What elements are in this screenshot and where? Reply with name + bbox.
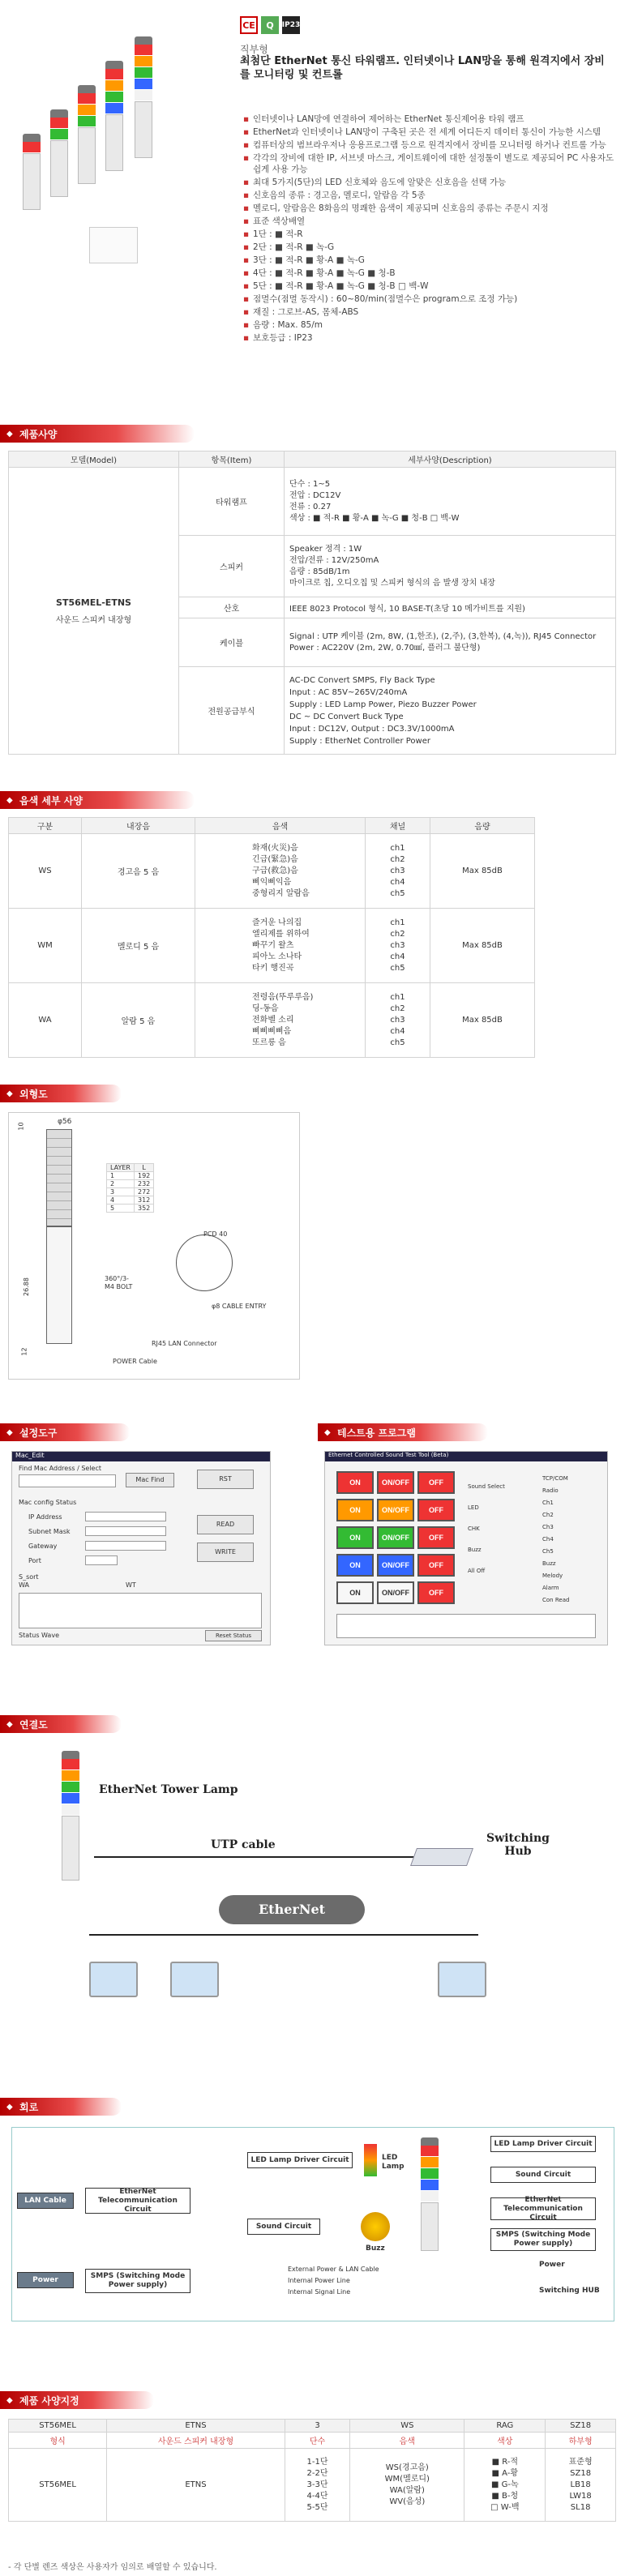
sound-volume: Max 85dB: [430, 983, 535, 1058]
buzzer-icon: [361, 2212, 390, 2241]
order-etns: ETNS: [107, 2449, 285, 2522]
product-image: [8, 16, 227, 211]
port-label: Port: [28, 1557, 41, 1564]
feature-item: ▪ 인터넷이나 LAN망에 연결하여 제어하는 EtherNet 통신제어용 타워 램프: [243, 113, 616, 125]
section-dims: ◆ 외형도: [0, 1085, 122, 1102]
status-label: Status Wave: [19, 1632, 59, 1639]
test-right-label: Radio: [542, 1487, 559, 1494]
sound-channels: ch1 ch2 ch3 ch4 ch5: [366, 909, 430, 983]
test-side-label: LED: [468, 1504, 479, 1511]
order-tones: WS(경고음) WM(멜로디) WA(알람) WV(음성): [350, 2449, 464, 2522]
sound-tones: 즐거운 나의집 엘리제를 위하여 빠꾸기 왈츠 피아노 소나타 타키 행진곡: [195, 909, 366, 983]
base-circle: [176, 1235, 233, 1291]
dim-rj45: RJ45 LAN Connector: [152, 1340, 217, 1347]
r-sound-box: Sound Circuit: [490, 2167, 596, 2183]
layer-cell: 192: [135, 1172, 154, 1180]
test-side-panel: [468, 1476, 516, 1590]
spec-item: 케이블: [179, 618, 285, 667]
sound-header: 채널: [366, 818, 430, 834]
feature-list: [243, 113, 616, 345]
ip-field[interactable]: [85, 1512, 166, 1521]
lamp-3-off-button[interactable]: OFF: [417, 1526, 455, 1549]
spec-table: [8, 451, 616, 755]
section-test: ◆ 테스트용 프로그램: [318, 1423, 488, 1441]
dimension-drawing: [8, 1112, 300, 1380]
order-top: SZ18: [546, 2420, 616, 2433]
layer-cell: 1: [107, 1172, 135, 1180]
tool-titlebar: Mac_Edit: [12, 1452, 270, 1461]
feature-item: ▪ 5단 : ■ 적-R ■ 황-A ■ 녹-G ■ 청-B □ 백-W: [243, 280, 616, 292]
legend-power: Internal Power Line: [288, 2277, 350, 2284]
lamp-5-on-button[interactable]: ON: [336, 1581, 374, 1604]
port-field[interactable]: [85, 1555, 118, 1565]
product-subtitle: 직부형: [240, 44, 268, 55]
layer-header: LAYER: [107, 1164, 135, 1172]
layer-cell: 2: [107, 1180, 135, 1188]
lamp-1-on-button[interactable]: ON: [336, 1471, 374, 1494]
spec-item: 스피커: [179, 536, 285, 597]
network-line: [89, 1934, 478, 1936]
r-telecom-box: EtherNet Telecommunication Circuit: [490, 2197, 596, 2220]
buzz-label: Buzz: [366, 2244, 385, 2253]
sound-code: WA: [9, 983, 82, 1058]
sound-header: 내장음: [82, 818, 195, 834]
order-model: ST56MEL: [9, 2449, 107, 2522]
spec-model: ST56MEL-ETNS: [56, 597, 131, 608]
pc-icon: [170, 1962, 219, 1997]
test-right-label[interactable]: Melody: [542, 1573, 563, 1579]
spec-desc: IEEE 8023 Protocol 형식, 10 BASE-T(초당 10 메가비트를 지원): [285, 597, 616, 618]
spec-desc: Speaker 정격 : 1W 전압/전류 : 12V/250mA 음량 : 85dB/1m 마이크로 칩, 오디오칩 및 스피커 형식의 음 발생 장치 내장: [285, 536, 616, 597]
spec-item: 전원공급부식: [179, 667, 285, 755]
lamp-5-off-button[interactable]: OFF: [417, 1581, 455, 1604]
feature-item: ▪ 멜로디, 알람음은 8화음의 명쾌한 음색이 제공되며 신호음의 종류는 주문시 지정: [243, 203, 616, 214]
order-head: 하부형: [546, 2433, 616, 2449]
test-side-label: CHK: [468, 1525, 480, 1532]
order-head: 음색: [350, 2433, 464, 2449]
conn-cable-label: UTP cable: [211, 1838, 276, 1851]
feature-item: ▪ 1단 : ■ 적-R: [243, 229, 616, 240]
feature-item: ▪ 각각의 장비에 대한 IP, 서브넷 마스크, 게이트웨이에 대한 설정툴이 별도로 제공되어 PC 사용자도 쉽게 사용 가능: [243, 152, 616, 175]
sound-circuit-box: Sound Circuit: [247, 2219, 320, 2235]
pc-icon: [89, 1962, 138, 1997]
cert-badges: [240, 16, 300, 34]
subnet-label: Subnet Mask: [28, 1528, 71, 1535]
write-button[interactable]: WRITE: [197, 1543, 254, 1562]
spec-desc: Signal : UTP 케이블 (2m, 8W, (1,한조), (2,주), (3,한복), (4,녹)), RJ45 Connector Power : AC220V (2m, 2W, 0.70㎟, 플러그 불단형): [285, 618, 616, 667]
legend-external: External Power & LAN Cable: [288, 2266, 379, 2273]
test-right-label[interactable]: Ch2: [542, 1512, 554, 1518]
reset-status-button[interactable]: Reset Status: [205, 1630, 262, 1641]
sound-header: 음량: [430, 818, 535, 834]
sound-volume: Max 85dB: [430, 909, 535, 983]
lamp-3-on-button[interactable]: ON: [336, 1526, 374, 1549]
order-top: 3: [285, 2420, 350, 2433]
product-thumbnail[interactable]: [89, 227, 138, 263]
dim-phi: φ56: [58, 1118, 72, 1126]
section-spec: ◆ 제품사양: [0, 425, 195, 443]
layer-cell: 352: [135, 1205, 154, 1213]
order-top: ST56MEL: [9, 2420, 107, 2433]
dim-entry: φ8 CABLE ENTRY: [212, 1303, 267, 1310]
ip-badge: IP23: [282, 16, 300, 34]
sound-code: WS: [9, 834, 82, 909]
test-titlebar: Ethernet Controlled Sound Test Tool (Beta): [325, 1452, 607, 1461]
spec-desc: 단수 : 1~5 전압 : DC12V 전류 : 0.27 색상 : ■ 적-R ■ 황-A ■ 녹-G ■ 청-B □ 백-W: [285, 468, 616, 536]
test-right-label[interactable]: Ch1: [542, 1500, 554, 1506]
sound-code: WM: [9, 909, 82, 983]
spec-item: 산호: [179, 597, 285, 618]
feature-item: ▪ 표준 색상배열: [243, 216, 616, 227]
sound-type: 멜로디 5 음: [82, 909, 195, 983]
led-lamp-icon: [364, 2144, 377, 2176]
section-circuit: ◆ 회로: [0, 2098, 122, 2116]
layer-cell: 3: [107, 1188, 135, 1196]
power-box: Power: [17, 2272, 74, 2288]
sound-volume: Max 85dB: [430, 834, 535, 909]
status-log[interactable]: [19, 1593, 262, 1628]
test-right-label[interactable]: Ch3: [542, 1524, 554, 1530]
dim-bot: 12: [20, 1347, 28, 1356]
pc-icon: [438, 1962, 486, 1997]
lamp-2-on-button[interactable]: ON: [336, 1499, 374, 1521]
dim-mid: 26.88: [22, 1277, 30, 1296]
layer-header: L: [135, 1164, 154, 1172]
sound-header: 구분: [9, 818, 82, 834]
test-right-label[interactable]: Con Read: [542, 1597, 570, 1603]
lamp-4-on-button[interactable]: ON: [336, 1554, 374, 1577]
led-lamp-label: LED Lamp: [382, 2154, 405, 2171]
feature-item: ▪ 컴퓨터상의 범브라우저나 응용프로그램 등으로 원격지에서 장비를 모니터링 하거나 컨트롤 가능: [243, 139, 616, 151]
order-colors: ■ R-적 ■ A-황 ■ G-녹 ■ B-청 □ W-백: [464, 2449, 546, 2522]
led-driver-box: LED Lamp Driver Circuit: [247, 2152, 353, 2168]
spec-model-sub: 사운드 스피커 내장형: [55, 615, 132, 625]
layer-cell: 272: [135, 1188, 154, 1196]
test-right-label[interactable]: Ch5: [542, 1548, 554, 1555]
sound-tones: 전령음(뚜루루음) 딩-동음 전화벨 소리 삐삐삐삐음 또르릉 음: [195, 983, 366, 1058]
r-hub-label: Switching HUB: [539, 2287, 600, 2295]
ce-badge: CE: [240, 16, 258, 34]
test-side-label: All Off: [468, 1568, 486, 1574]
order-base: 표준형 SZ18 LB18 LW18 SL18: [546, 2449, 616, 2522]
lamp-4-onoff-button[interactable]: ON/OFF: [377, 1554, 414, 1577]
circuit-diagram: [11, 2127, 614, 2321]
sound-type: 알람 5 음: [82, 983, 195, 1058]
spec-header: 세부사양(Description): [285, 451, 616, 468]
layer-cell: 232: [135, 1180, 154, 1188]
mac-find-button[interactable]: Mac Find: [126, 1473, 174, 1487]
feature-item: ▪ 점멸수(점멸 동작시) : 60~80/min(점멸수은 program으로 조정 가능): [243, 293, 616, 305]
dim-top: 10: [17, 1122, 25, 1131]
order-head: 단수: [285, 2433, 350, 2449]
tool-group-find: Find Mac Address / Select: [19, 1465, 101, 1472]
test-right-panel: [542, 1473, 601, 1607]
sound-tones: 화재(火災)음 긴급(緊急)음 구급(救急)음 삐익삐익음 중형리지 알람음: [195, 834, 366, 909]
feature-item: ▪ 2단 : ■ 적-R ■ 녹-G: [243, 242, 616, 253]
sound-header: 음색: [195, 818, 366, 834]
test-right-label: TCP/COM: [542, 1475, 568, 1482]
order-head: 색상: [464, 2433, 546, 2449]
gateway-label: Gateway: [28, 1543, 58, 1550]
section-sound: ◆ 음색 세부 사양: [0, 791, 195, 809]
feature-item: ▪ 재질 : 그로브-AS, 몸체-ABS: [243, 306, 616, 318]
order-head: 사운드 스피커 내장형: [107, 2433, 285, 2449]
dim-bolt: 360°/3- M4 BOLT: [105, 1275, 133, 1290]
tool-window: [11, 1451, 271, 1645]
spec-header: 모델(Model): [9, 451, 179, 468]
conn-lamp-label: EtherNet Tower Lamp: [99, 1783, 238, 1796]
feature-item: ▪ 보호등급 : IP23: [243, 332, 616, 344]
order-table: [8, 2419, 616, 2522]
utp-line: [94, 1856, 418, 1858]
read-button[interactable]: READ: [197, 1515, 254, 1534]
layer-cell: 4: [107, 1196, 135, 1205]
footnote: - 각 단별 렌즈 색상은 사용자가 임의로 배열할 수 있습니다.: [8, 2563, 217, 2572]
feature-item: ▪ 4단 : ■ 적-R ■ 황-A ■ 녹-G ■ 청-B: [243, 267, 616, 279]
section-tool: ◆ 설정도구: [0, 1423, 130, 1441]
smps-box: SMPS (Switching Mode Power supply): [85, 2269, 190, 2293]
sound-table: [8, 817, 535, 1058]
test-side-label: Buzz: [468, 1547, 482, 1553]
test-right-label[interactable]: Ch4: [542, 1536, 554, 1543]
r-smps-box: SMPS (Switching Mode Power supply): [490, 2228, 596, 2251]
tool-group-config: Mac config Status: [19, 1499, 77, 1506]
conn-hub-text: Switching Hub: [486, 1832, 550, 1858]
feature-item: ▪ 음량 : Max. 85/m: [243, 319, 616, 331]
lamp-3-onoff-button[interactable]: ON/OFF: [377, 1526, 414, 1549]
ip-label: IP Address: [28, 1513, 62, 1521]
dim-power: POWER Cable: [113, 1358, 157, 1365]
order-top: ETNS: [107, 2420, 285, 2433]
test-window: [324, 1451, 608, 1645]
section-order: ◆ 제품 사양지정: [0, 2391, 154, 2409]
spec-item: 타워램프: [179, 468, 285, 536]
hub-icon: [410, 1848, 473, 1866]
q-badge: Q: [261, 16, 279, 34]
product-title: 최첨단 EtherNet 통신 타워램프. 인터넷이나 LAN망을 통해 원격지에서 장비를 모니터링 및 컨트롤: [240, 55, 605, 81]
layer-table: [106, 1163, 154, 1213]
sound-type: 경고음 5 음: [82, 834, 195, 909]
lamp-2-onoff-button[interactable]: ON/OFF: [377, 1499, 414, 1521]
sound-channels: ch1 ch2 ch3 ch4 ch5: [366, 983, 430, 1058]
section-connect: ◆ 연결도: [0, 1715, 122, 1733]
sound-channels: ch1 ch2 ch3 ch4 ch5: [366, 834, 430, 909]
lan-cable-box: LAN Cable: [17, 2193, 74, 2209]
lamp-1-onoff-button[interactable]: ON/OFF: [377, 1471, 414, 1494]
spec-header: 항목(Item): [179, 451, 285, 468]
feature-item: ▪ EtherNet과 인터넷이나 LAN망이 구축된 곳은 전 세계 어디든지 데이터 통신이 가능한 시스템: [243, 126, 616, 138]
feature-item: ▪ 3단 : ■ 적-R ■ 황-A ■ 녹-G: [243, 255, 616, 266]
wa-label: WA: [19, 1581, 29, 1589]
conn-hub-label: [477, 1832, 559, 1858]
layer-cell: 312: [135, 1196, 154, 1205]
r-power-label: Power: [539, 2261, 565, 2269]
test-log[interactable]: [336, 1614, 596, 1638]
r-led-driver-box: LED Lamp Driver Circuit: [490, 2136, 596, 2152]
order-top: WS: [350, 2420, 464, 2433]
layer-cell: 5: [107, 1205, 135, 1213]
order-top: RAG: [464, 2420, 546, 2433]
test-right-label[interactable]: Alarm: [542, 1585, 559, 1591]
feature-item: ▪ 신호음의 종류 : 경고음, 멜로디, 알람음 각 5종: [243, 190, 616, 201]
gateway-field[interactable]: [85, 1541, 166, 1551]
subnet-field[interactable]: [85, 1526, 166, 1536]
body-outline: [46, 1226, 72, 1344]
ethernet-bus: EtherNet: [219, 1895, 365, 1924]
order-tiers: 1-1단 2-2단 3-3단 4-4단 5-5단: [285, 2449, 350, 2522]
lamp-5-onoff-button[interactable]: ON/OFF: [377, 1581, 414, 1604]
mac-select[interactable]: [19, 1474, 116, 1487]
telecom-box: EtherNet Telecommunication Circuit: [85, 2188, 190, 2214]
sort-label: S_sort: [19, 1573, 39, 1581]
connection-diagram: [57, 1743, 559, 2051]
test-side-label: Sound Select: [468, 1483, 505, 1490]
tower-outline: [46, 1129, 72, 1226]
dim-pcd: PCD 40: [203, 1230, 228, 1238]
test-right-label[interactable]: Buzz: [542, 1560, 556, 1567]
rst-button[interactable]: RST: [197, 1470, 254, 1489]
spec-desc: AC-DC Convert SMPS, Fly Back Type Input : AC 85V~265V/240mA Supply : LED Lamp Power, Piezo Buzzer Power DC ~ DC Convert Buck Type Input : DC12V, Output : DC3.3V/1000mA Supply : EtherNet Controller Power: [285, 667, 616, 755]
legend-signal: Internal Signal Line: [288, 2288, 351, 2296]
order-head: 형식: [9, 2433, 107, 2449]
wt-label: WT: [126, 1581, 136, 1589]
lamp-1-off-button[interactable]: OFF: [417, 1471, 455, 1494]
lamp-2-off-button[interactable]: OFF: [417, 1499, 455, 1521]
feature-item: ▪ 최대 5가지(5단)의 LED 신호체와 음도에 알맞은 신호음을 선택 가능: [243, 177, 616, 188]
lamp-4-off-button[interactable]: OFF: [417, 1554, 455, 1577]
